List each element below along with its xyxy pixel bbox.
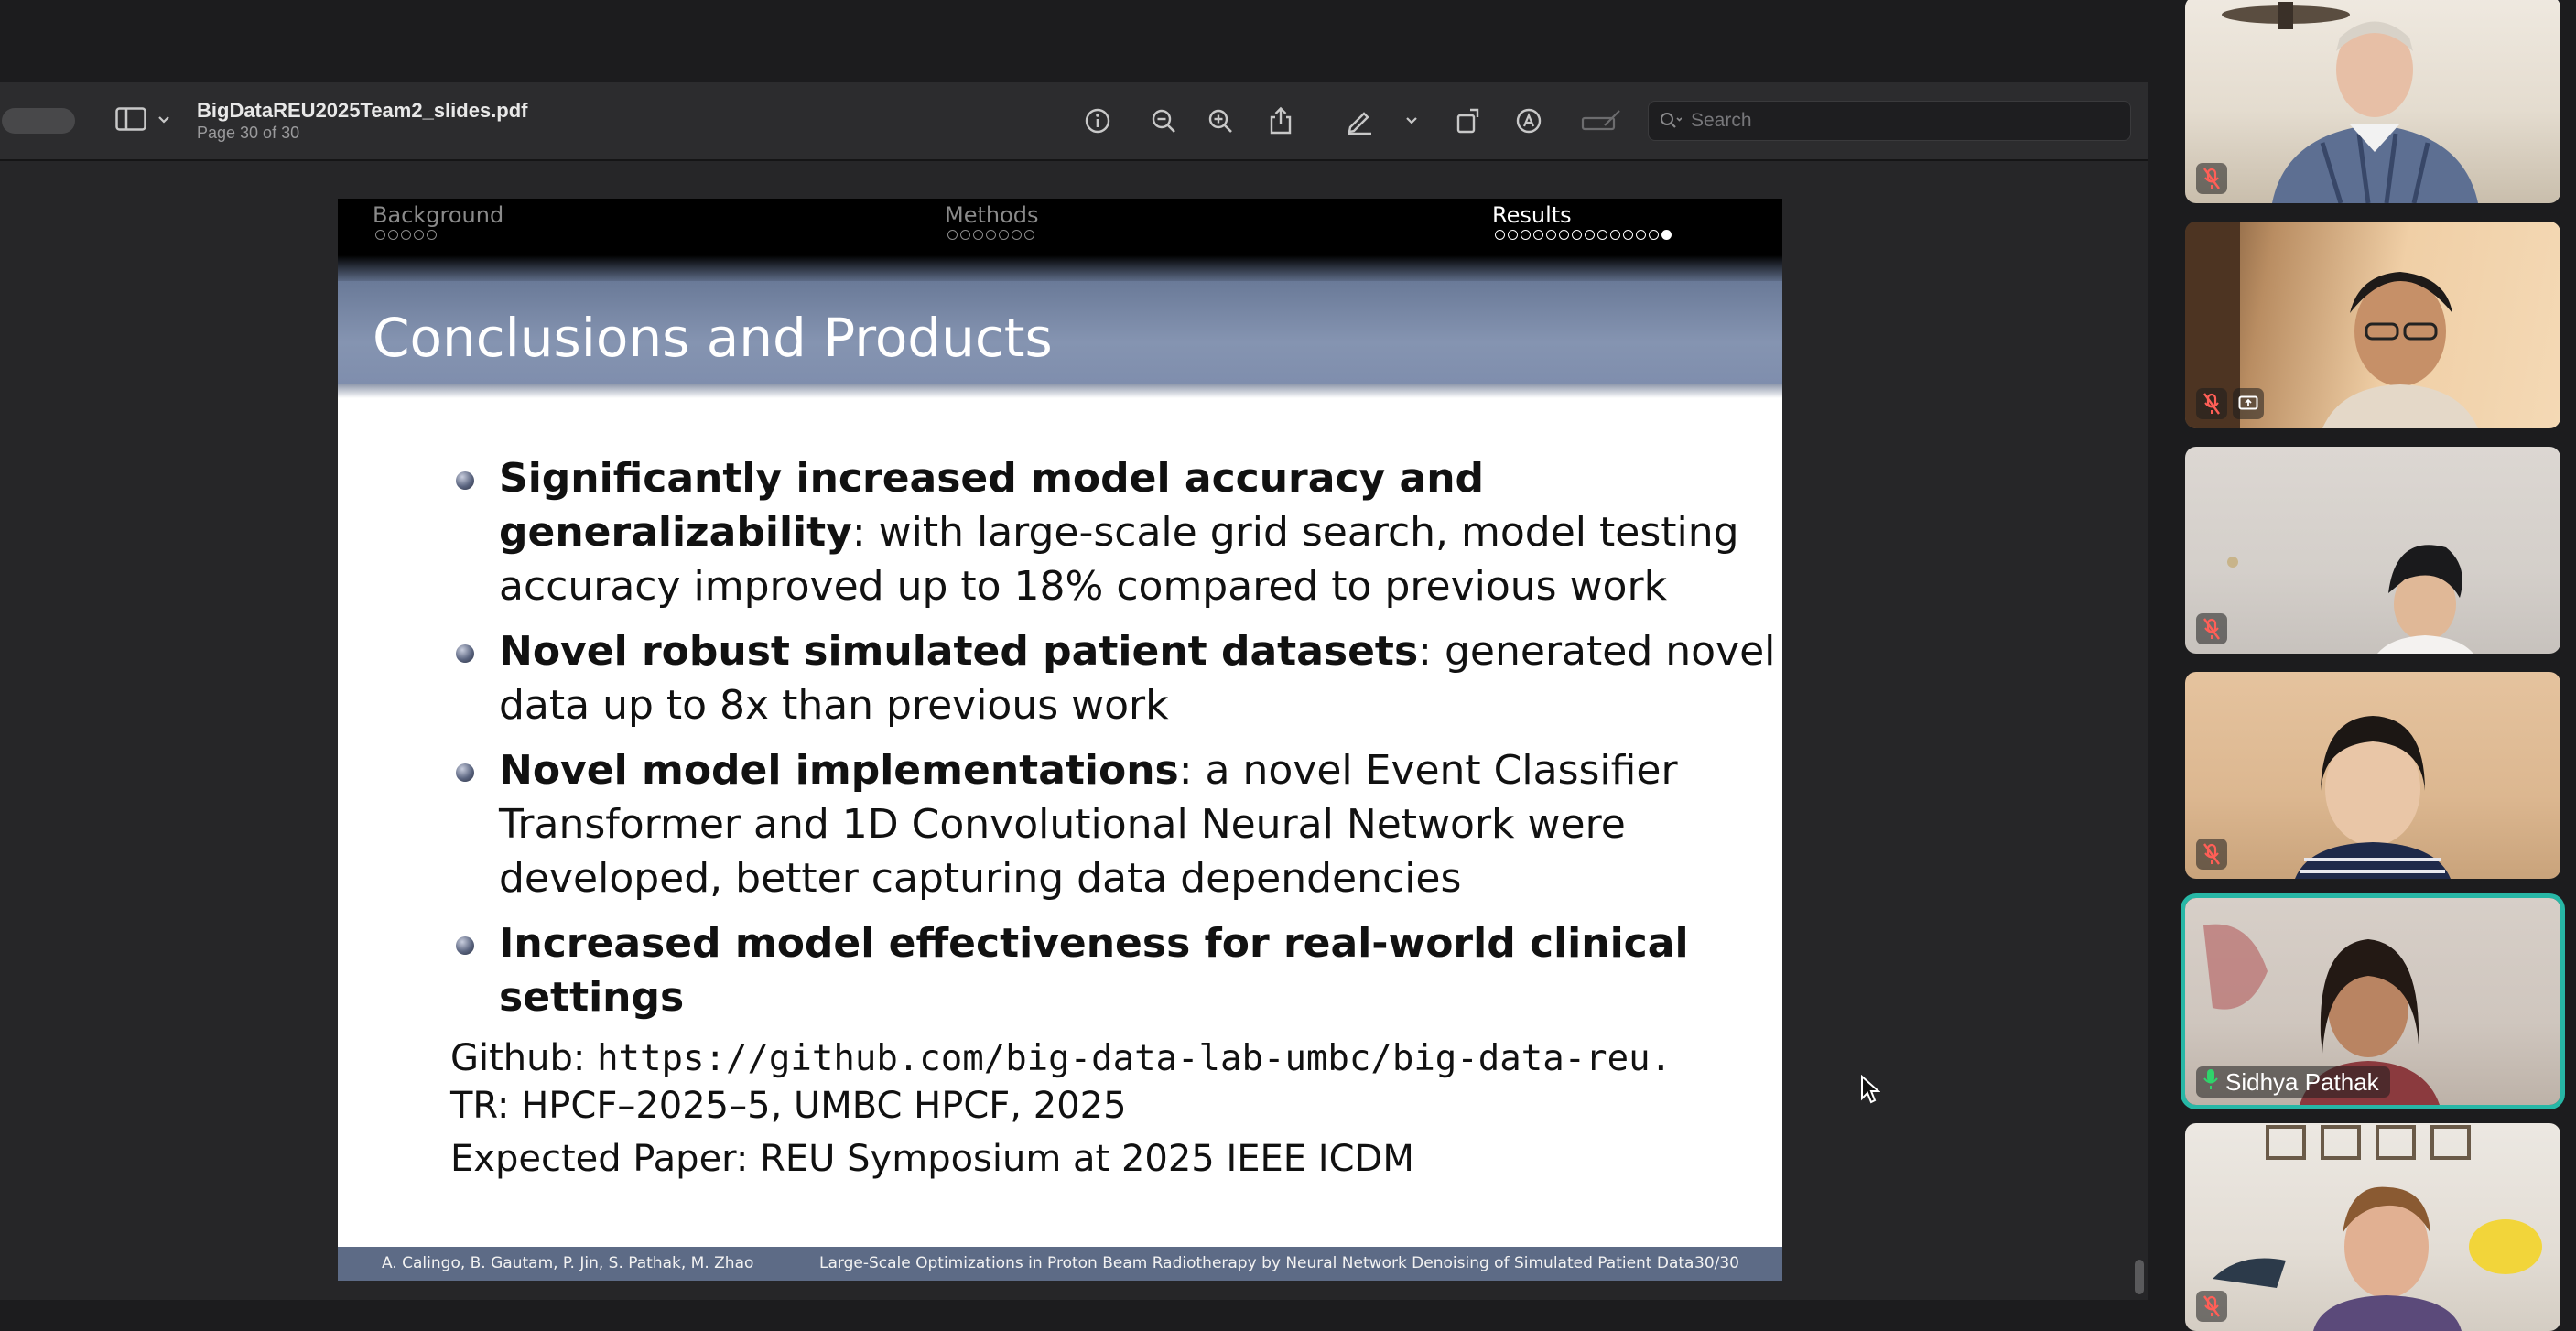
nav-section-background[interactable]: Background: [373, 202, 504, 228]
participant-video: [2185, 672, 2560, 879]
chevron-down-icon[interactable]: [1394, 104, 1429, 137]
info-icon[interactable]: [1081, 104, 1114, 137]
nav-dots-background[interactable]: [375, 230, 437, 244]
bullet-description: Transformer and 1D Convolutional Neural Network were: [499, 801, 1626, 848]
nav-dot[interactable]: [1597, 230, 1607, 240]
bullet-description: data up to 8x than previous work: [499, 682, 1169, 729]
nav-dots-methods[interactable]: [947, 230, 1034, 244]
vertical-scrollbar[interactable]: [2135, 1260, 2144, 1294]
bullet-line: [499, 624, 1776, 678]
microphone-muted-icon: [2196, 613, 2227, 644]
nav-section-methods[interactable]: Methods: [945, 202, 1039, 228]
microphone-muted-icon: [2196, 839, 2227, 870]
bullet-description: developed, better capturing data dependencies: [499, 855, 1462, 902]
nav-section-results[interactable]: Results: [1492, 202, 1572, 228]
bullet-item: [499, 451, 1739, 613]
bullet-line: [499, 451, 1726, 505]
annotate-icon[interactable]: [1512, 104, 1545, 137]
sidebar-toggle-button[interactable]: [115, 106, 170, 135]
bullet-marker: [456, 936, 474, 955]
slide-title: Conclusions and Products: [373, 307, 1053, 369]
video-tile-5[interactable]: [2185, 898, 2560, 1105]
video-tile-3[interactable]: [2185, 447, 2560, 654]
microphone-active-icon: [2203, 1068, 2218, 1097]
nav-dot[interactable]: [1649, 230, 1659, 240]
bullet-item: [499, 743, 1726, 905]
tech-report-line: TR: HPCF–2025–5, UMBC HPCF, 2025: [450, 1085, 1127, 1127]
markup-pen-icon[interactable]: [1343, 104, 1376, 137]
bullet-line: [499, 505, 1739, 559]
zoom-in-icon[interactable]: [1204, 104, 1237, 137]
sidebar-icon: [115, 107, 146, 135]
nav-dot[interactable]: [1508, 230, 1518, 240]
bullet-marker: [456, 471, 474, 490]
screen-share-icon: [2233, 388, 2264, 419]
footer-page-number: 30/30: [1694, 1254, 1739, 1272]
github-line: [450, 1037, 1672, 1079]
nav-dots-results[interactable]: [1495, 230, 1672, 244]
nav-dot[interactable]: [388, 230, 398, 240]
nav-dot[interactable]: [1559, 230, 1569, 240]
zoom-out-icon[interactable]: [1147, 104, 1180, 137]
search-input[interactable]: [1689, 109, 2114, 133]
mouse-cursor-icon: [1860, 1075, 1880, 1109]
nav-fade: [338, 255, 1782, 281]
share-icon[interactable]: [1264, 104, 1297, 137]
bullet-description: accuracy improved up to 18% compared to previous work: [499, 563, 1668, 610]
footer-talk-title: Large-Scale Optimizations in Proton Beam Radiotherapy by Neural Network Denoising of Simulated Patient Data: [819, 1254, 1694, 1272]
footer-authors: A. Calingo, B. Gautam, P. Jin, S. Pathak, M. Zhao: [382, 1254, 754, 1272]
github-label: Github:: [450, 1037, 598, 1079]
video-tile-1[interactable]: [2185, 0, 2560, 203]
video-tile-4[interactable]: [2185, 672, 2560, 879]
microphone-muted-icon: [2196, 388, 2227, 419]
participant-name: Sidhya Pathak: [2225, 1067, 2379, 1096]
bullet-description: : a novel Event Classifier: [1178, 747, 1678, 794]
search-icon: [1660, 112, 1682, 130]
nav-dot[interactable]: [1610, 230, 1620, 240]
slide-page: [338, 199, 1782, 1281]
bullet-heading: Increased model effectiveness for real-world clinical: [499, 920, 1689, 967]
nav-dot[interactable]: [1495, 230, 1505, 240]
nav-dot[interactable]: [1012, 230, 1022, 240]
bullet-heading: Significantly increased model accuracy and: [499, 455, 1485, 502]
form-fill-icon[interactable]: [1580, 104, 1622, 137]
bullet-description: : with large-scale grid search, model testing: [851, 509, 1739, 556]
participant-video: [2185, 1123, 2560, 1331]
search-field[interactable]: [1648, 101, 2131, 141]
nav-dot[interactable]: [947, 230, 958, 240]
chevron-down-icon: [157, 113, 170, 129]
bullet-heading: settings: [499, 974, 685, 1021]
participant-video: [2185, 0, 2560, 203]
nav-dot[interactable]: [1521, 230, 1531, 240]
bullet-line: [499, 916, 1726, 970]
bullet-heading: generalizability: [499, 509, 852, 556]
nav-dot[interactable]: [401, 230, 411, 240]
page-indicator: Page 30 of 30: [197, 124, 300, 142]
nav-dot[interactable]: [960, 230, 970, 240]
bullet-description: : generated novel: [1418, 628, 1776, 675]
slide-footer: [338, 1247, 1782, 1281]
video-tile-2[interactable]: [2185, 222, 2560, 428]
nav-dot[interactable]: [1572, 230, 1582, 240]
bullet-line: [499, 970, 1726, 1024]
expected-paper-line: Expected Paper: REU Symposium at 2025 IEEE ICDM: [450, 1138, 1414, 1180]
nav-dot[interactable]: [1585, 230, 1595, 240]
nav-dot[interactable]: [1024, 230, 1034, 240]
rotate-icon[interactable]: [1452, 104, 1485, 137]
video-tile-6[interactable]: [2185, 1123, 2560, 1331]
bullet-marker: [456, 644, 474, 663]
bullet-heading: Novel model implementations: [499, 747, 1179, 794]
bullet-list: [499, 451, 1776, 1035]
bullet-marker: [456, 763, 474, 782]
nav-dot[interactable]: [375, 230, 385, 240]
nav-dot[interactable]: [1533, 230, 1543, 240]
participant-video: [2185, 447, 2560, 654]
title-shadow: [338, 384, 1782, 398]
nav-dot[interactable]: [999, 230, 1009, 240]
microphone-muted-icon: [2196, 163, 2227, 194]
document-title: BigDataREU2025Team2_slides.pdf: [197, 99, 528, 122]
window-control-pill[interactable]: [2, 108, 75, 134]
bullet-item: [499, 916, 1726, 1024]
viewer-toolbar: [0, 82, 2148, 161]
nav-dot[interactable]: [427, 230, 437, 240]
nav-dot[interactable]: [986, 230, 996, 240]
nav-dot[interactable]: [973, 230, 983, 240]
nav-dot[interactable]: [1546, 230, 1556, 240]
bullet-line: [499, 743, 1726, 797]
slide-nav-bar: [338, 199, 1782, 255]
bullet-item: [499, 624, 1776, 732]
participant-name-tag: [2196, 1066, 2390, 1098]
github-url[interactable]: https://github.com/big-data-lab-umbc/big-data-reu.: [597, 1038, 1672, 1079]
nav-dot[interactable]: [414, 230, 424, 240]
nav-dot[interactable]: [1661, 230, 1672, 240]
bullet-heading: Novel robust simulated patient datasets: [499, 628, 1419, 675]
nav-dot[interactable]: [1636, 230, 1646, 240]
microphone-muted-icon: [2196, 1291, 2227, 1322]
nav-dot[interactable]: [1623, 230, 1633, 240]
